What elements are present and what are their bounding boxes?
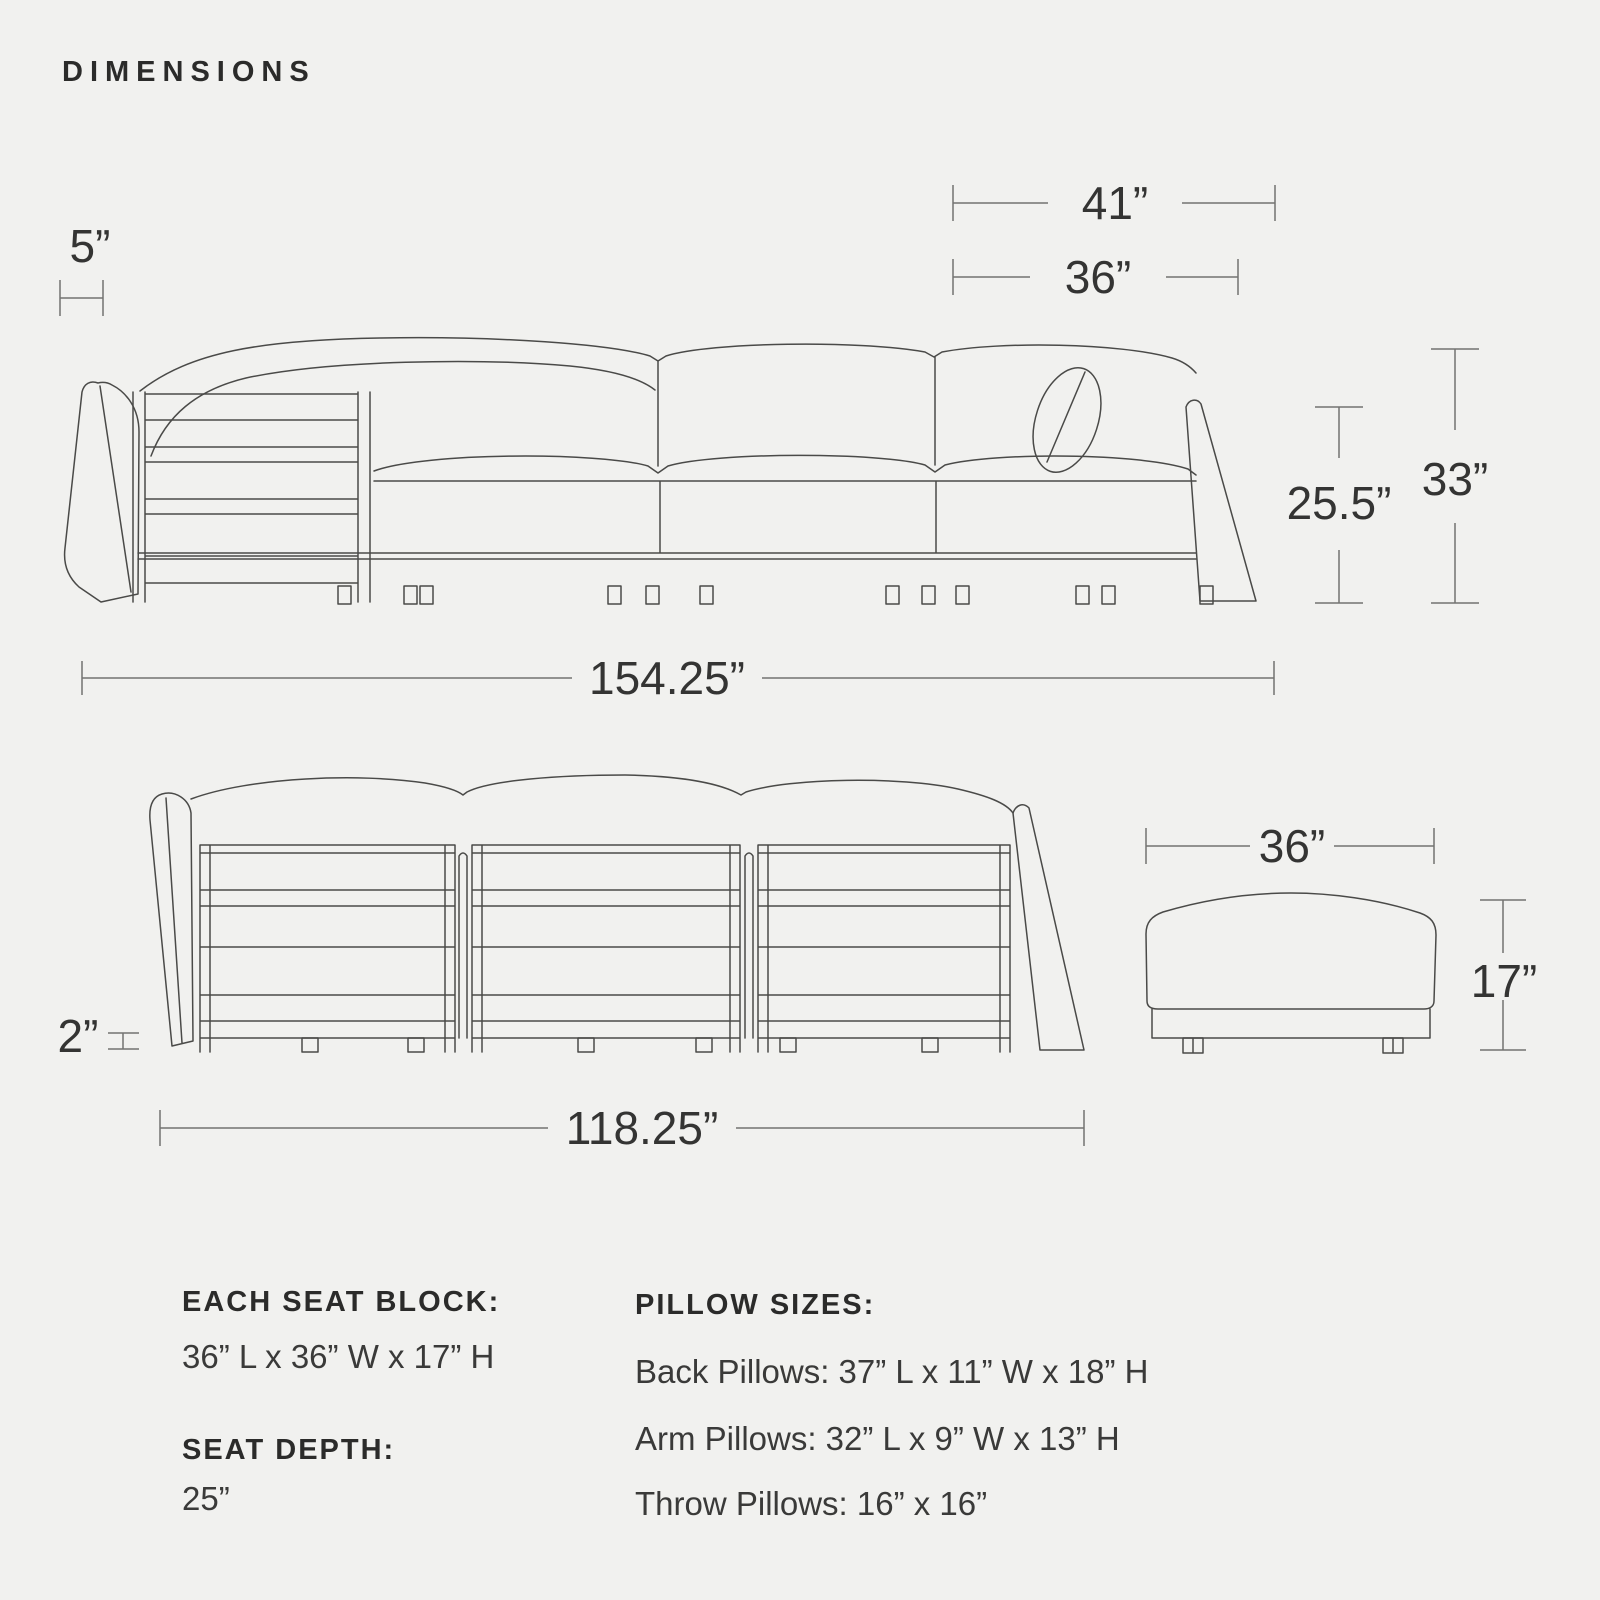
dim-label-seat-width: 36” <box>1064 251 1132 303</box>
back-corner-cushion <box>150 793 193 1046</box>
dim-label-back-overall-length: 118.25” <box>565 1102 719 1154</box>
sectional-front-view-drawing <box>65 338 1256 604</box>
dim-label-overall-height: 33” <box>1421 453 1489 505</box>
back-ladder-frame-3 <box>758 845 1010 1052</box>
back-ladder-frame-1 <box>200 845 455 1052</box>
seat-depth-value: 25” <box>182 1480 230 1517</box>
dim-line-leg-height <box>108 1033 139 1049</box>
ottoman-drawing <box>1146 893 1436 1053</box>
dim-line-arm-width <box>60 280 103 316</box>
front-corner-cushion-profile <box>151 362 655 456</box>
front-right-arm <box>1186 400 1256 601</box>
pillow-throw-value: Throw Pillows: 16” x 16” <box>635 1485 988 1522</box>
pillow-sizes-heading: PILLOW SIZES: <box>635 1289 876 1321</box>
ottoman-cushion <box>1146 893 1436 1009</box>
dim-label-ottoman-height: 17” <box>1470 955 1538 1007</box>
front-legs <box>338 586 1213 604</box>
sectional-back-view-drawing <box>150 775 1084 1052</box>
dim-label-ottoman-width: 36” <box>1258 820 1326 872</box>
seat-block-heading: EACH SEAT BLOCK: <box>182 1286 501 1318</box>
dim-label-corner-total-depth: 41” <box>1081 177 1149 229</box>
dim-label-arm-width: 5” <box>69 220 111 272</box>
pillow-back-value: Back Pillows: 37” L x 11” W x 18” H <box>635 1353 1149 1390</box>
seat-depth-heading: SEAT DEPTH: <box>182 1434 396 1466</box>
page-title: DIMENSIONS <box>62 56 316 88</box>
back-ladder-frame-2 <box>472 845 740 1052</box>
back-legs <box>302 1038 938 1052</box>
front-bolster-pillow <box>1021 359 1113 481</box>
front-base-and-joints <box>138 481 1196 559</box>
ottoman-legs <box>1183 1038 1403 1053</box>
dimension-lines <box>57 185 1526 1146</box>
front-left-arm-cushion <box>65 382 139 602</box>
ottoman-base <box>1152 1009 1430 1038</box>
dim-label-leg-height: 2” <box>57 1010 99 1062</box>
back-cushions-top <box>191 775 1013 813</box>
seat-block-value: 36” L x 36” W x 17” H <box>182 1338 495 1375</box>
dimension-labels <box>58 177 1538 1154</box>
dim-label-overall-length: 154.25” <box>588 652 746 704</box>
dim-label-back-height: 25.5” <box>1286 477 1392 529</box>
pillow-arm-value: Arm Pillows: 32” L x 9” W x 13” H <box>635 1420 1120 1457</box>
back-right-arm <box>1013 805 1084 1050</box>
back-module-joints <box>459 853 753 1038</box>
